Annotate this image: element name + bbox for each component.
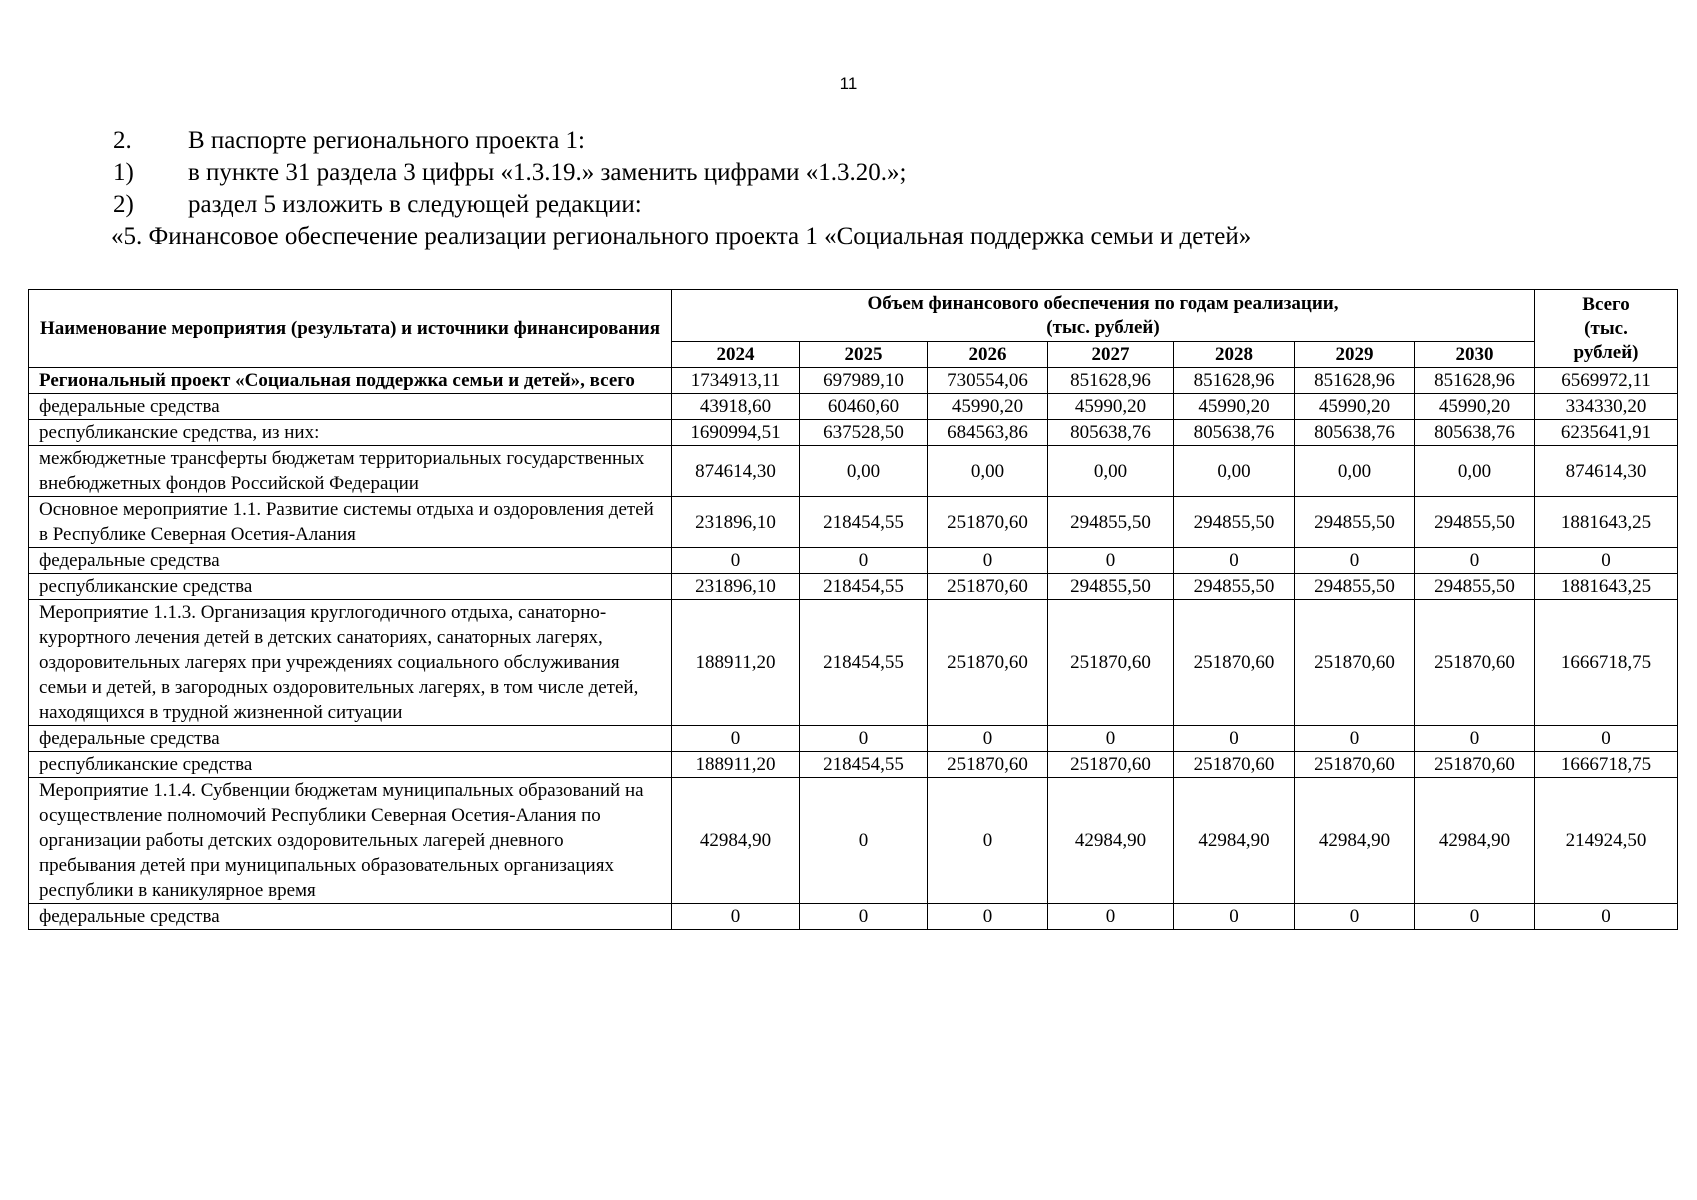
row-year-value: 251870,60 [928, 497, 1048, 548]
row-year-value: 684563,86 [928, 420, 1048, 446]
row-name: федеральные средства [29, 726, 672, 752]
intro-item [113, 157, 1613, 189]
row-year-value: 0 [1048, 904, 1174, 930]
row-year-value: 0 [1415, 548, 1535, 574]
row-total-value: 874614,30 [1535, 446, 1678, 497]
row-year-value: 43918,60 [672, 394, 800, 420]
row-year-value: 294855,50 [1048, 497, 1174, 548]
row-year-value: 60460,60 [800, 394, 928, 420]
intro-item [113, 125, 1613, 157]
row-year-value: 251870,60 [1415, 600, 1535, 726]
row-year-value: 0 [1295, 726, 1415, 752]
row-year-value: 637528,50 [800, 420, 928, 446]
row-year-value: 251870,60 [928, 752, 1048, 778]
table-row [29, 726, 1678, 752]
row-total-value: 1666718,75 [1535, 600, 1678, 726]
row-year-value: 851628,96 [1295, 368, 1415, 394]
row-year-value: 42984,90 [672, 778, 800, 904]
row-total-value: 0 [1535, 548, 1678, 574]
header-total-line3: рублей) [1573, 341, 1639, 363]
header-total [1535, 290, 1678, 368]
row-year-value: 294855,50 [1174, 574, 1295, 600]
header-year: 2025 [800, 342, 928, 368]
row-year-value: 0 [1415, 904, 1535, 930]
row-year-value: 218454,55 [800, 574, 928, 600]
row-year-value: 1690994,51 [672, 420, 800, 446]
row-year-value: 294855,50 [1415, 574, 1535, 600]
row-year-value: 294855,50 [1415, 497, 1535, 548]
row-total-value: 214924,50 [1535, 778, 1678, 904]
row-year-value: 851628,96 [1174, 368, 1295, 394]
row-name: республиканские средства [29, 574, 672, 600]
intro-block [113, 125, 1613, 253]
row-total-value: 0 [1535, 726, 1678, 752]
intro-item-text: раздел 5 изложить в следующей редакции: [188, 191, 642, 218]
row-year-value: 251870,60 [1295, 600, 1415, 726]
row-year-value: 45990,20 [928, 394, 1048, 420]
row-year-value: 42984,90 [1174, 778, 1295, 904]
row-year-value: 805638,76 [1415, 420, 1535, 446]
table-row [29, 420, 1678, 446]
row-year-value: 45990,20 [1295, 394, 1415, 420]
row-year-value: 1734913,11 [672, 368, 800, 394]
row-year-value: 0 [800, 778, 928, 904]
row-year-value: 0 [1295, 548, 1415, 574]
intro-item-number: 1) [113, 159, 134, 186]
row-name: федеральные средства [29, 548, 672, 574]
table-row [29, 497, 1678, 548]
row-year-value: 294855,50 [1174, 497, 1295, 548]
table-body [29, 368, 1678, 930]
intro-item-text: В паспорте регионального проекта 1: [188, 127, 585, 154]
row-year-value: 0 [1415, 726, 1535, 752]
row-name: Мероприятие 1.1.4. Субвенции бюджетам муниципальных образований на осуществление полномочий Республики Северная Осетия-Алания по организации работы детских оздоровительных лагерей дневного пребывания детей при муниципальных образовательных организациях республики в каникулярное время [29, 778, 672, 904]
row-year-value: 0 [1295, 904, 1415, 930]
row-name: Основное мероприятие 1.1. Развитие системы отдыха и оздоровления детей в Республике Северная Осетия-Алания [29, 497, 672, 548]
row-year-value: 294855,50 [1048, 574, 1174, 600]
row-name: федеральные средства [29, 394, 672, 420]
table-row [29, 904, 1678, 930]
header-name-column: Наименование мероприятия (результата) и источники финансирования [29, 290, 672, 368]
row-year-value: 874614,30 [672, 446, 800, 497]
row-year-value: 0 [1174, 548, 1295, 574]
row-total-value: 334330,20 [1535, 394, 1678, 420]
row-year-value: 251870,60 [1174, 752, 1295, 778]
row-year-value: 0 [800, 726, 928, 752]
row-year-value: 0,00 [1295, 446, 1415, 497]
row-year-value: 45990,20 [1048, 394, 1174, 420]
financing-table [28, 289, 1678, 930]
row-year-value: 188911,20 [672, 600, 800, 726]
header-year: 2028 [1174, 342, 1295, 368]
row-total-value: 6569972,11 [1535, 368, 1678, 394]
row-year-value: 805638,76 [1048, 420, 1174, 446]
row-total-value: 6235641,91 [1535, 420, 1678, 446]
table-row [29, 394, 1678, 420]
row-year-value: 231896,10 [672, 574, 800, 600]
header-year: 2027 [1048, 342, 1174, 368]
row-total-value: 1666718,75 [1535, 752, 1678, 778]
row-year-value: 294855,50 [1295, 497, 1415, 548]
row-name: республиканские средства, из них: [29, 420, 672, 446]
intro-item [113, 189, 1613, 221]
table-row [29, 368, 1678, 394]
row-year-value: 0,00 [928, 446, 1048, 497]
row-year-value: 42984,90 [1415, 778, 1535, 904]
row-year-value: 251870,60 [1174, 600, 1295, 726]
intro-item-number: 2) [113, 191, 134, 218]
table-row [29, 446, 1678, 497]
row-year-value: 188911,20 [672, 752, 800, 778]
row-year-value: 0 [928, 778, 1048, 904]
row-year-value: 0,00 [1174, 446, 1295, 497]
row-year-value: 0 [672, 726, 800, 752]
row-year-value: 0 [1174, 726, 1295, 752]
header-year: 2029 [1295, 342, 1415, 368]
row-year-value: 0 [1048, 548, 1174, 574]
row-year-value: 42984,90 [1295, 778, 1415, 904]
row-year-value: 851628,96 [1415, 368, 1535, 394]
row-year-value: 251870,60 [928, 600, 1048, 726]
row-year-value: 0 [1048, 726, 1174, 752]
row-year-value: 218454,55 [800, 752, 928, 778]
row-year-value: 0 [1174, 904, 1295, 930]
table-row [29, 600, 1678, 726]
row-year-value: 0 [800, 548, 928, 574]
row-year-value: 45990,20 [1415, 394, 1535, 420]
row-year-value: 251870,60 [1048, 600, 1174, 726]
row-year-value: 0,00 [1048, 446, 1174, 497]
header-total-line1: Всего [1582, 293, 1630, 315]
row-year-value: 730554,06 [928, 368, 1048, 394]
row-year-value: 697989,10 [800, 368, 928, 394]
header-total-line2: (тыс. [1584, 317, 1628, 339]
header-year: 2026 [928, 342, 1048, 368]
row-year-value: 0,00 [800, 446, 928, 497]
row-year-value: 0,00 [1415, 446, 1535, 497]
row-year-value: 0 [672, 548, 800, 574]
row-year-value: 231896,10 [672, 497, 800, 548]
row-name: федеральные средства [29, 904, 672, 930]
header-volume-title-line1: Объем финансового обеспечения по годам реализации, [867, 292, 1339, 314]
row-year-value: 251870,60 [1295, 752, 1415, 778]
intro-item-text: в пункте 31 раздела 3 цифры «1.3.19.» заменить цифрами «1.3.20.»; [188, 159, 907, 186]
table-row [29, 778, 1678, 904]
header-year: 2024 [672, 342, 800, 368]
row-year-value: 218454,55 [800, 497, 928, 548]
row-year-value: 251870,60 [1415, 752, 1535, 778]
row-name: Региональный проект «Социальная поддержка семьи и детей», всего [29, 368, 672, 394]
row-total-value: 0 [1535, 904, 1678, 930]
row-year-value: 0 [928, 548, 1048, 574]
row-total-value: 1881643,25 [1535, 497, 1678, 548]
section-title: «5. Финансовое обеспечение реализации регионального проекта 1 «Социальная поддержка семьи и детей» [111, 223, 1252, 250]
row-name: республиканские средства [29, 752, 672, 778]
header-year: 2030 [1415, 342, 1535, 368]
row-year-value: 0 [672, 904, 800, 930]
row-year-value: 0 [928, 726, 1048, 752]
row-name: Мероприятие 1.1.3. Организация круглогодичного отдыха, санаторно-курортного лечения детей в детских санаториях, санаторных лагерях, оздоровительных лагерях при учреждениях социального обслуживания семьи и детей, в загородных оздоровительных лагерях, в том числе детей, находящихся в трудной жизненной ситуации [29, 600, 672, 726]
row-name: межбюджетные трансферты бюджетам территориальных государственных внебюджетных фондов Российской Федерации [29, 446, 672, 497]
row-year-value: 0 [928, 904, 1048, 930]
row-year-value: 0 [800, 904, 928, 930]
row-year-value: 42984,90 [1048, 778, 1174, 904]
table-row [29, 752, 1678, 778]
row-year-value: 851628,96 [1048, 368, 1174, 394]
row-year-value: 251870,60 [1048, 752, 1174, 778]
row-year-value: 805638,76 [1295, 420, 1415, 446]
row-total-value: 1881643,25 [1535, 574, 1678, 600]
header-volume-title [672, 290, 1535, 342]
page-number: 11 [839, 74, 858, 93]
row-year-value: 294855,50 [1295, 574, 1415, 600]
row-year-value: 251870,60 [928, 574, 1048, 600]
table-row [29, 548, 1678, 574]
row-year-value: 45990,20 [1174, 394, 1295, 420]
row-year-value: 805638,76 [1174, 420, 1295, 446]
header-volume-title-line2: (тыс. рублей) [1046, 316, 1160, 338]
intro-item-number: 2. [113, 127, 132, 154]
row-year-value: 218454,55 [800, 600, 928, 726]
table-row [29, 574, 1678, 600]
